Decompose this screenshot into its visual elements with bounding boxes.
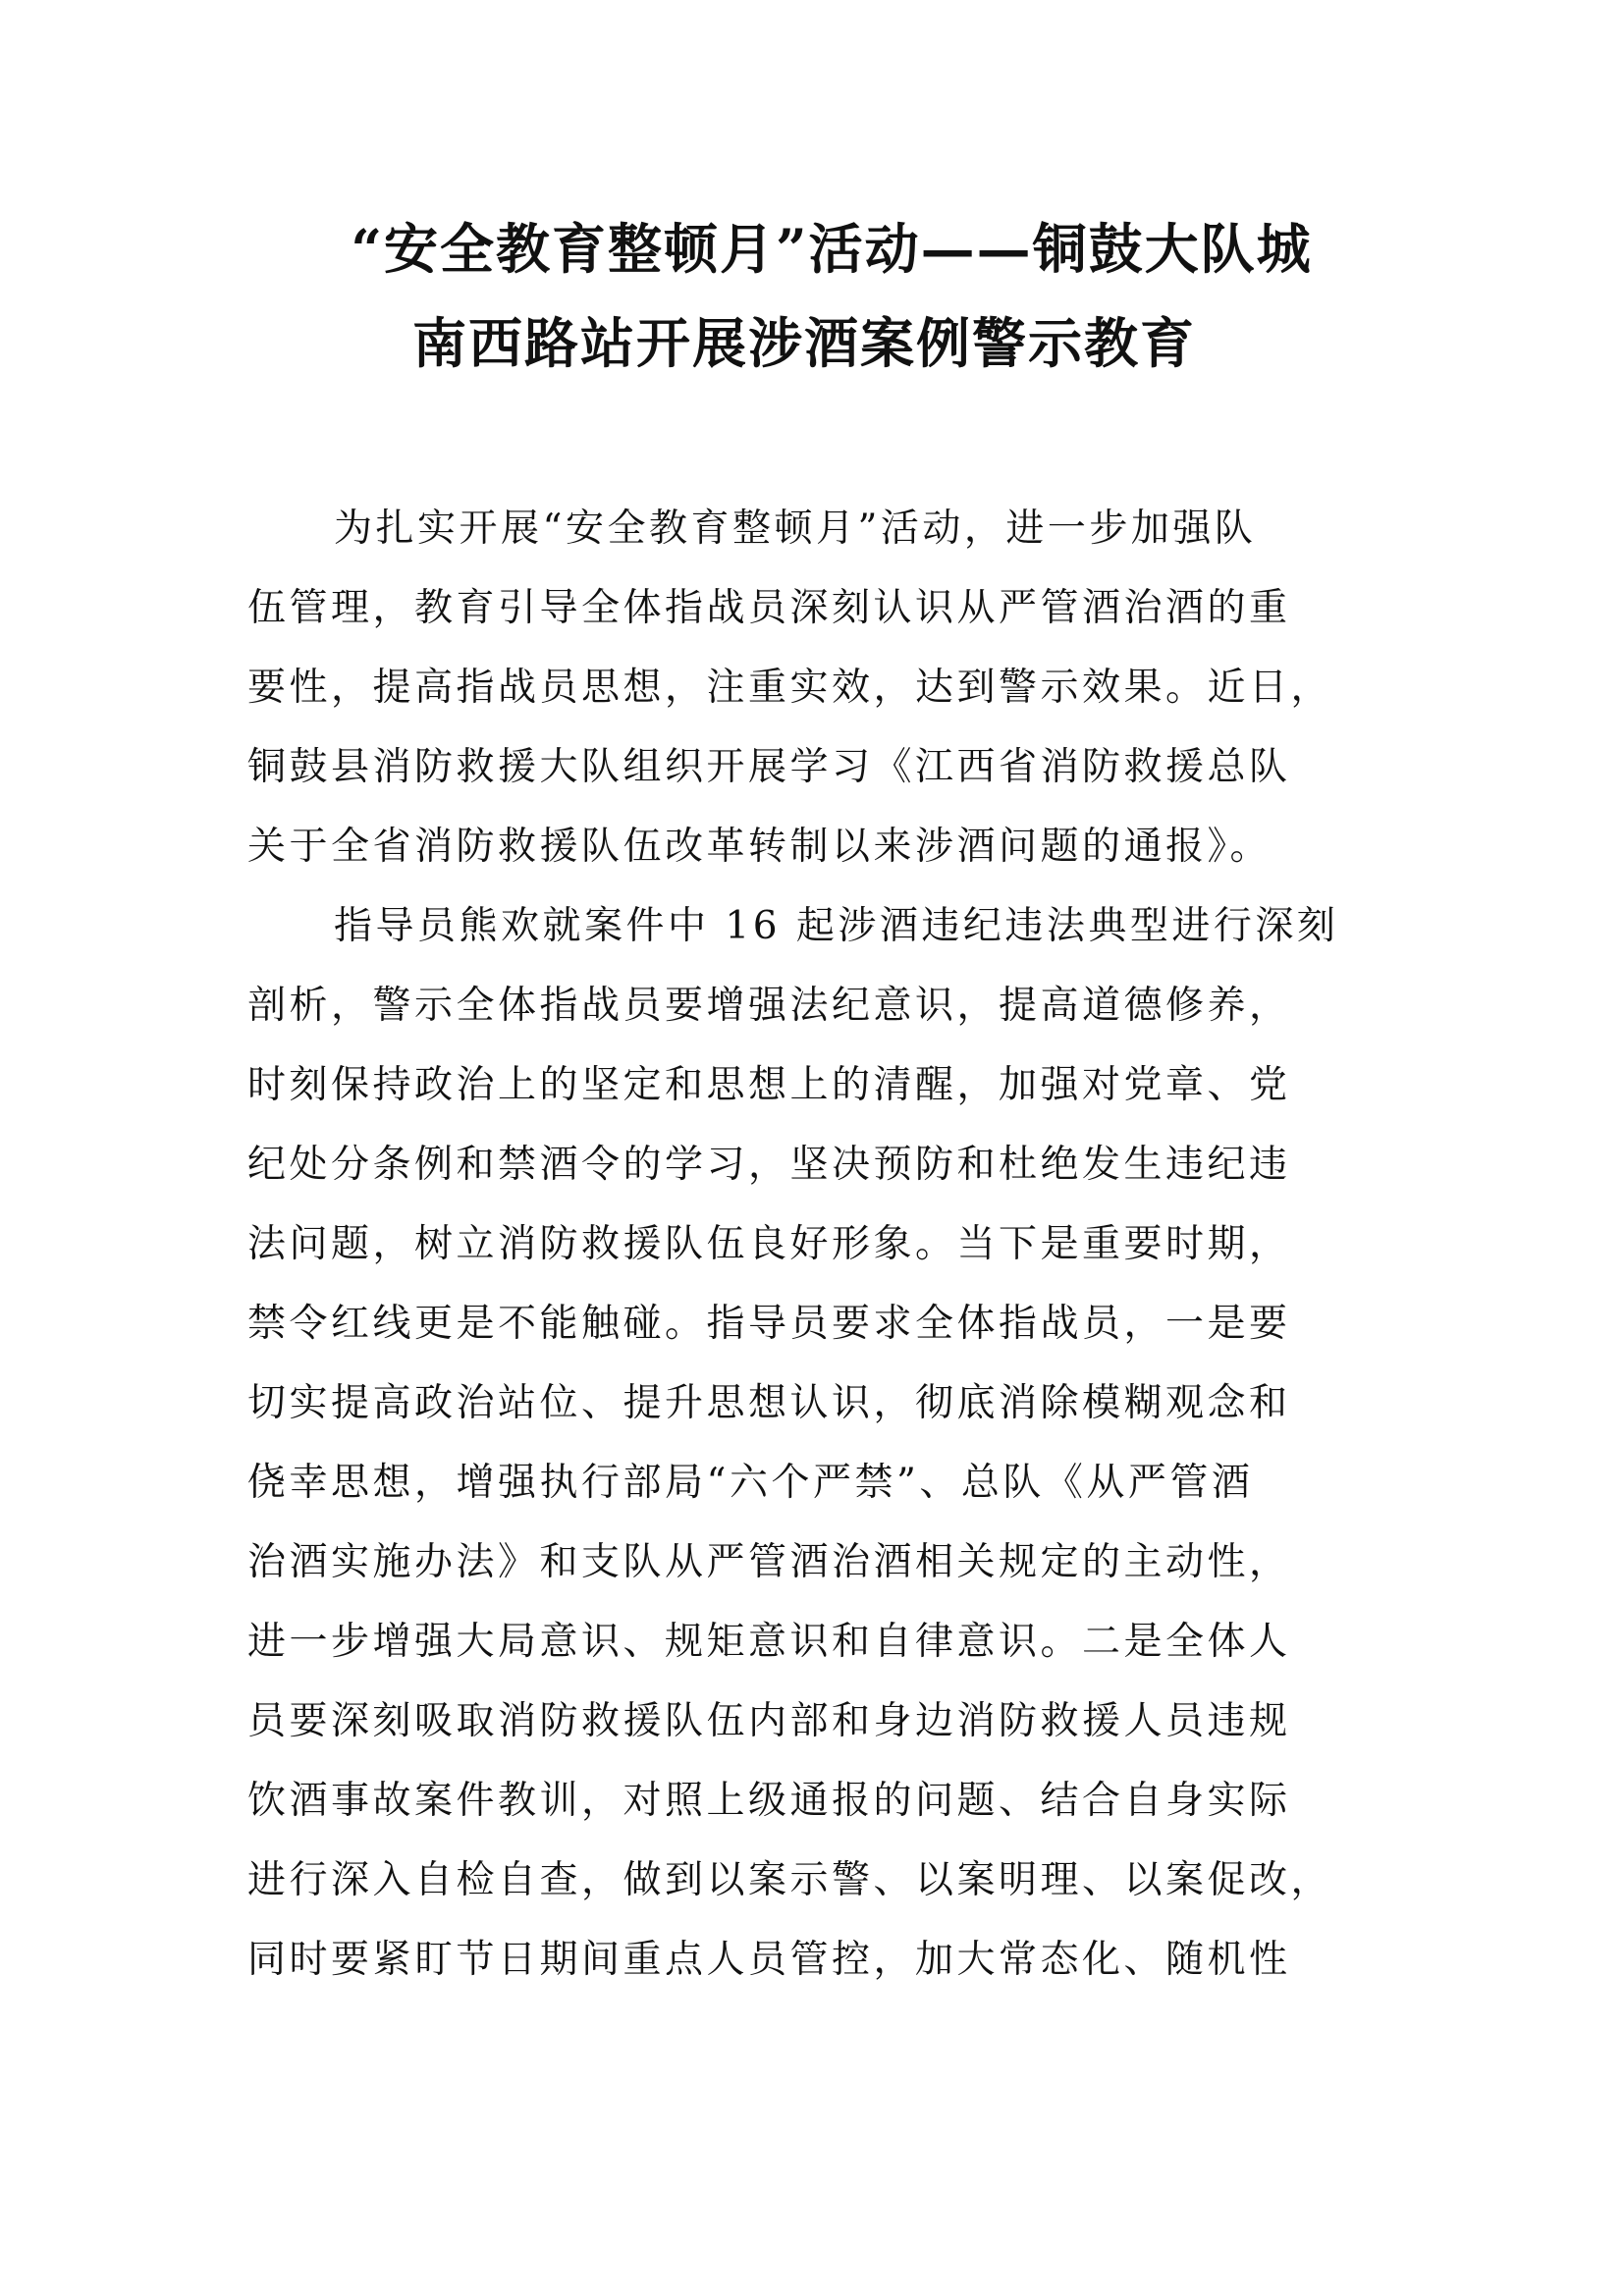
paragraph-line: 为扎实开展“安全教育整顿月”活动，进一步加强队	[334, 507, 1257, 551]
paragraph-line: 禁令红线更是不能触碰。指导员要求全体指战员，一是要	[247, 1302, 1291, 1346]
paragraph-2	[247, 886, 1377, 2000]
paragraph-line: 要性，提高指战员思想，注重实效，达到警示效果。近日，	[247, 666, 1333, 710]
paragraph-line: 剖析，警示全体指战员要增强法纪意识，提高道德修养，	[247, 984, 1291, 1028]
paragraph-line: 进行深入自检自查，做到以案示警、以案明理、以案促改，	[247, 1858, 1333, 1902]
paragraph-line: 切实提高政治站位、提升思想认识，彻底消除模糊观念和	[247, 1381, 1291, 1425]
paragraph-line: 员要深刻吸取消防救援队伍内部和身边消防救援人员违规	[247, 1699, 1291, 1743]
paragraph-1	[247, 489, 1377, 886]
paragraph-line: 指导员熊欢就案件中 16 起涉酒违纪违法典型进行深刻	[334, 904, 1339, 948]
paragraph-line: 伍管理，教育引导全体指战员深刻认识从严管酒治酒的重	[247, 586, 1291, 630]
paragraph-line: 侥幸思想，增强执行部局“六个严禁”、总队《从严管酒	[247, 1461, 1254, 1505]
title-line-1: “安全教育整顿月”活动——铜鼓大队城	[351, 217, 1313, 281]
document-body	[247, 489, 1377, 2000]
paragraph-line: 关于全省消防救援队伍改革转制以来涉酒问题的通报》。	[247, 825, 1272, 869]
paragraph-line: 治酒实施办法》和支队从严管酒治酒相关规定的主动性，	[247, 1540, 1291, 1584]
paragraph-line: 法问题，树立消防救援队伍良好形象。当下是重要时期，	[247, 1222, 1291, 1266]
paragraph-line: 饮酒事故案件教训，对照上级通报的问题、结合自身实际	[247, 1779, 1291, 1823]
document-title	[0, 202, 1624, 391]
title-line-2: 南西路站开展涉酒案例警示教育	[411, 311, 1196, 375]
paragraph-line: 时刻保持政治上的坚定和思想上的清醒，加强对党章、党	[247, 1063, 1291, 1107]
paragraph-line: 铜鼓县消防救援大队组织开展学习《江西省消防救援总队	[247, 745, 1291, 789]
paragraph-line: 纪处分条例和禁酒令的学习，坚决预防和杜绝发生违纪违	[247, 1143, 1291, 1187]
paragraph-line: 进一步增强大局意识、规矩意识和自律意识。二是全体人	[247, 1620, 1291, 1664]
paragraph-line: 同时要紧盯节日期间重点人员管控，加大常态化、随机性	[247, 1938, 1291, 1982]
